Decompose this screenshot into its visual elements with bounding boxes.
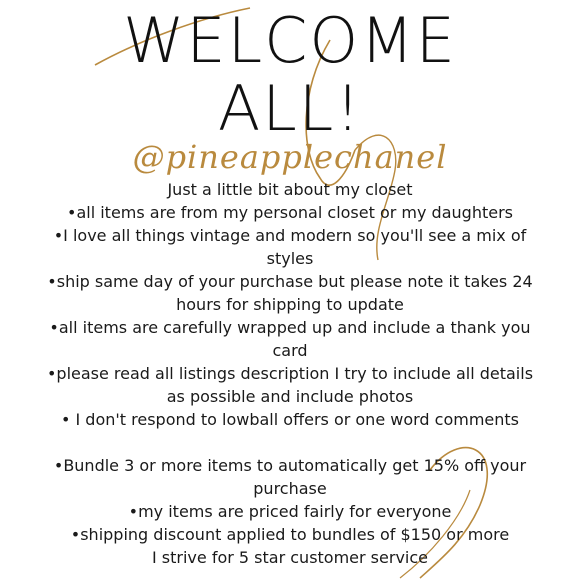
list-item: • I don't respond to lowball offers or one word comments <box>60 410 520 429</box>
list-item: •ship same day of your purchase but please note it takes 24 hours for shipping to update <box>47 272 533 314</box>
shop-handle: @pineapplechanel <box>132 138 448 176</box>
list-item: •shipping discount applied to bundles of $150 or more <box>70 525 510 544</box>
welcome-title-line2: ALL! <box>217 72 363 145</box>
intro-text: Just a little bit about my closet <box>167 180 413 199</box>
list-item: •please read all listings description I try to include all details as possible and include photos <box>46 364 534 406</box>
list-item: •all items are carefully wrapped up and include a thank you card <box>49 318 531 360</box>
list-item: •my items are priced fairly for everyone <box>128 502 452 521</box>
welcome-title: WELCOME <box>123 4 457 77</box>
list-item: •Bundle 3 or more items to automatically get 15% off your purchase <box>53 456 527 498</box>
closet-info <box>40 178 540 569</box>
closing-statement: I strive for 5 star customer service <box>151 548 428 567</box>
section-spacer <box>40 431 540 454</box>
list-item: •I love all things vintage and modern so you'll see a mix of styles <box>53 226 527 268</box>
list-item: •all items are from my personal closet or my daughters <box>67 203 513 222</box>
